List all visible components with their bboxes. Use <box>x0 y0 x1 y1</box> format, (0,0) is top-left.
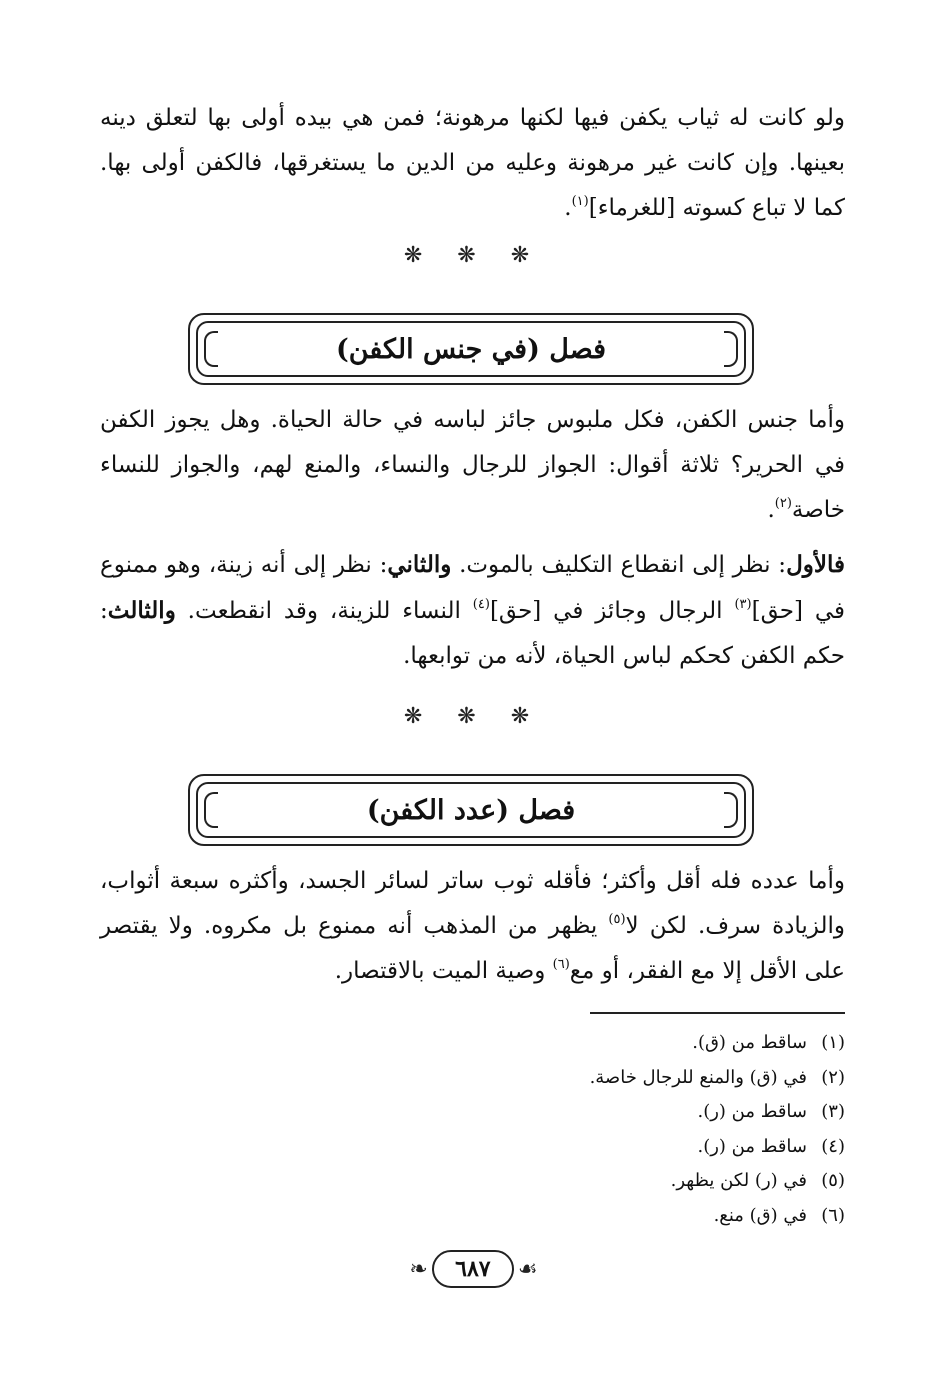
footnote-divider <box>590 1012 845 1014</box>
footnote-text: في (ر) لكن يظهر. <box>670 1170 807 1191</box>
footnote-ref-2: (٢) <box>774 496 792 511</box>
paragraph-text: الرجال وجائز في [حق] <box>489 598 735 624</box>
paragraph-text: ولو كانت له ثياب يكفن فيها لكنها مرهونة؛ فمن هي بيده أولى بها لتعلق دينه بعينها. وإن كانت غير مرهونة وعليه من الدين ما يستغرقها، فالكفن أولى بها. كما لا تباع كسوته [للغرماء] <box>100 105 845 221</box>
footnote-item <box>300 1164 845 1199</box>
paragraph-text: النساء للزينة، وقد انقطعت. <box>175 598 473 624</box>
footnote-item <box>300 1061 845 1096</box>
paragraph-text: : نظر إلى انقطاع التكليف بالموت. <box>451 552 787 578</box>
footnote-number: (٣) <box>821 1101 845 1122</box>
footnote-text: ساقط من (ر). <box>697 1135 807 1157</box>
section-heading-title: فصل (في جنس الكفن) <box>335 333 607 365</box>
footnote-text: ساقط من (ر). <box>697 1101 807 1122</box>
footnote-number: (٢) <box>821 1066 845 1088</box>
paragraph-text: وأما عدده فله أقل وأكثر؛ فأقله ثوب ساتر لسائر الجسد، وأكثره سبعة أثواب، والزيادة سرف. لكن لا <box>100 868 846 939</box>
section-heading-box <box>188 774 754 846</box>
paragraph-text: يظهر من المذهب أنه ممنوع بل مكروه. ولا يقتصر على الأقل إلا مع الفقر، أو مع <box>100 913 845 984</box>
paragraph-shroud-count <box>100 859 845 994</box>
footnote-ref-6: (٦) <box>552 957 570 972</box>
footnote-text: في (ق) منع. <box>713 1204 807 1226</box>
paragraph-text: . <box>564 195 572 221</box>
paragraph-text: : نظر إلى أنه زينة، وهو ممنوع في [حق] <box>100 552 845 624</box>
section-heading-box <box>188 313 754 385</box>
section-separator: ❋ ❋ ❋ <box>403 704 544 729</box>
section-separator: ❋ ❋ ❋ <box>403 243 544 268</box>
label-second: والثاني <box>387 551 452 578</box>
footnote-item <box>300 1199 845 1234</box>
flourish-right-icon: ☙ <box>517 1256 538 1282</box>
footnote-number: (٤) <box>821 1135 845 1157</box>
footnote-ref-3: (٣) <box>734 597 752 612</box>
footnote-ref-1: (١) <box>571 194 589 209</box>
label-third: والثالث <box>107 597 176 624</box>
footnote-item <box>300 1026 845 1061</box>
section-heading-title: فصل (عدد الكفن) <box>366 794 576 826</box>
page-number: ٦٨٧ <box>432 1250 514 1288</box>
footnote-text: ساقط من (ق). <box>692 1032 807 1053</box>
paragraph-estate-shroud <box>100 96 845 231</box>
footnote-number: (١) <box>821 1032 845 1053</box>
footnote-item <box>300 1095 845 1130</box>
footnote-number: (٦) <box>821 1204 845 1226</box>
label-first: فالأول <box>786 551 845 578</box>
footnotes-list <box>300 1026 845 1233</box>
paragraph-text: وأما جنس الكفن، فكل ملبوس جائز لباسه في حالة الحياة. وهل يجوز الكفن في الحرير؟ ثلاثة أقوال: الجواز للرجال والنساء، والمنع لهم، والجواز للنساء خاصة <box>100 407 845 523</box>
footnote-item <box>300 1130 845 1165</box>
page-number-ornament <box>0 1250 947 1288</box>
footnote-number: (٥) <box>821 1170 845 1191</box>
paragraph-text: : حكم الكفن كحكم لباس الحياة، لأنه من توابعها. <box>100 598 845 669</box>
paragraph-text: وصية الميت بالاقتصار. <box>334 958 553 984</box>
paragraph-shroud-type <box>100 398 845 533</box>
paragraph-text: . <box>767 497 775 523</box>
footnote-ref-4: (٤) <box>472 597 490 612</box>
flourish-left-icon: ❧ <box>409 1256 428 1282</box>
footnote-ref-5: (٥) <box>608 912 626 927</box>
footnote-text: في (ق) والمنع للرجال خاصة. <box>589 1066 807 1088</box>
paragraph-three-opinions <box>100 542 845 679</box>
